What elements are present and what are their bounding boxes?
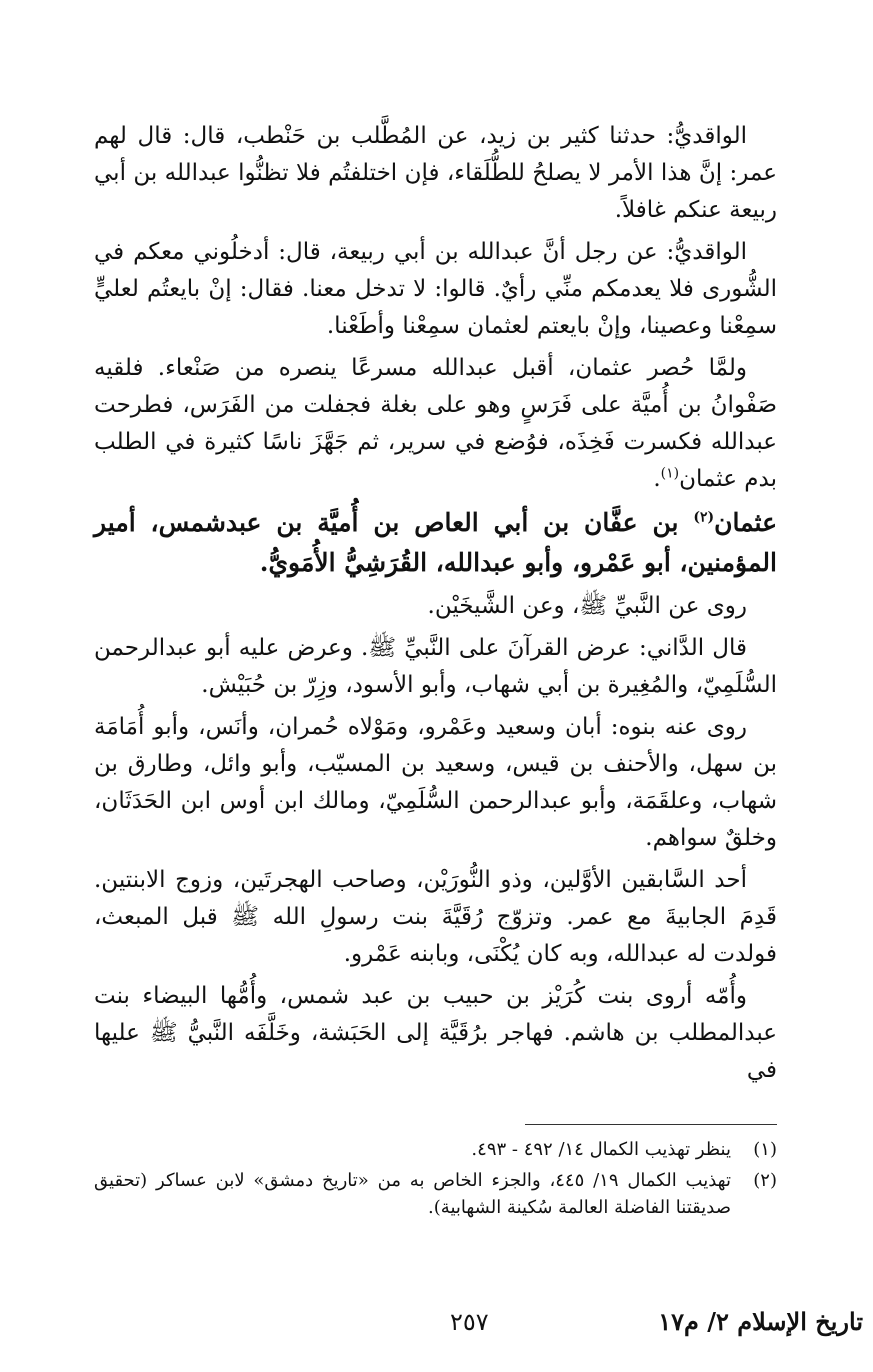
- paragraph-dani: قال الدَّاني: عرض القرآنَ على النَّبيِّ ﷺ. وعرض عليه أبو عبدالرحمن السُّلَمِيّ، والمُغِيرة بن أبي شهاب، وأبو الأسود، وزِرّ بن حُبَيْش.: [94, 635, 777, 698]
- paragraph-uthman-siege-text: ولمَّا حُصر عثمان، أقبل عبدالله مسرعًا ينصره من صَنْعاء. فلقيه صَفْوانُ بن أُميَّة على فَرَسٍ وهو على بغلة فجفلت من الفَرَس، فطرحت عبدالله فكسرت فَخِذَه، فوُضع في سرير، ثم جَهَّزَ ناسًا كثيرة في الطلب بدم عثمان: [94, 355, 777, 492]
- footnote-2: [94, 1167, 777, 1221]
- paragraph-uthman-siege-end: .: [653, 466, 661, 492]
- footnote-divider: [525, 1124, 777, 1125]
- footnote-text: ينظر تهذيب الكمال ١٤/ ٤٩٢ - ٤٩٣.: [471, 1139, 731, 1160]
- paragraph-uthman-siege: [94, 350, 777, 498]
- footnote-ref-1[interactable]: (١): [660, 465, 680, 482]
- paragraph-narrated-from: روى عن النَّبيِّ ﷺ، وعن الشَّيخَيْن.: [427, 593, 747, 619]
- page-number: ٢٥٧: [450, 1308, 489, 1336]
- biography-heading: [94, 503, 777, 583]
- footnote-ref-2[interactable]: (٢): [693, 509, 715, 526]
- biography-heading-name: عثمان: [714, 508, 777, 537]
- paragraph-waqidi-1: الواقديُّ: حدثنا كثير بن زيد، عن المُطَّلب بن حَنْطب، قال: قال لهم عمر: إنَّ هذا الأمر لا يصلحُ للطُّلَقاء، فإن اختلفتُم فلا تظنُّوا عبدالله بن أبي ربيعة عنكم غافلاً.: [94, 123, 777, 223]
- footnote-number: (١): [753, 1139, 777, 1160]
- paragraph-waqidi-2: الواقديُّ: عن رجل أنَّ عبدالله بن أبي ربيعة، قال: أدخلُوني معكم في الشُّورى فلا يعدمكم منِّي رأيٌ. قالوا: لا تدخل معنا. فقال: إنْ بايعتُم لعليٍّ سمِعْنا وعصينا، وإنْ بايعتم لعثمان سمِعْنا وأطَعْنا.: [94, 239, 777, 339]
- paragraph-narrators: روى عنه بنوه: أبان وسعيد وعَمْرو، ومَوْلاه حُمران، وأنَس، وأبو أُمَامَة بن سهل، والأحنف بن قيس، وسعيد بن المسيّب، وأبو وائل، وطارق بن شهاب، وعلقَمَة، وأبو عبدالرحمن السُّلَمِيّ، ومالك ابن أوس ابن الحَدَثَان، وخلقٌ سواهم.: [94, 714, 777, 851]
- footnote-text: تهذيب الكمال ١٩/ ٤٤٥، والجزء الخاص به من «تاريخ دمشق» لابن عساكر (تحقيق صديقتنا الفاضلة العالمة سُكينة الشهابية).: [94, 1170, 731, 1218]
- footnotes-section: [94, 1136, 777, 1225]
- footnote-1: [94, 1136, 777, 1163]
- running-title: تاريخ الإسلام ٢/ م١٧: [658, 1307, 863, 1336]
- page-footer: [0, 1302, 873, 1342]
- paragraph-mother: وأُمّه أروى بنت كُرَيْز بن حبيب بن عبد شمس، وأُمُّها البيضاء بنت عبدالمطلب بن هاشم. فهاجر برُقَيَّة إلى الحَبَشة، وخَلَّفَه النَّبيُّ ﷺ عليها في: [94, 983, 777, 1083]
- paragraph-virtues: أحد السَّابقين الأوَّلين، وذو النُّورَيْن، وصاحب الهجرتَين، وزوج الابنتين. قَدِمَ الجابيةَ مع عمر. وتزوّج رُقَيَّةَ بنت رسولِ الله ﷺ قبل المبعث، فولدت له عبدالله، وبه كان يُكْنَى، وبابنه عَمْرو.: [94, 867, 777, 967]
- main-text: [94, 118, 777, 1094]
- biography-heading-lineage: بن عفَّان بن أبي العاص بن أُميَّة بن عبدشمس، أمير المؤمنين، أبو عَمْرو، وأبو عبدالله، القُرَشِيُّ الأُمَويُّ.: [94, 508, 777, 577]
- footnote-number: (٢): [753, 1170, 777, 1191]
